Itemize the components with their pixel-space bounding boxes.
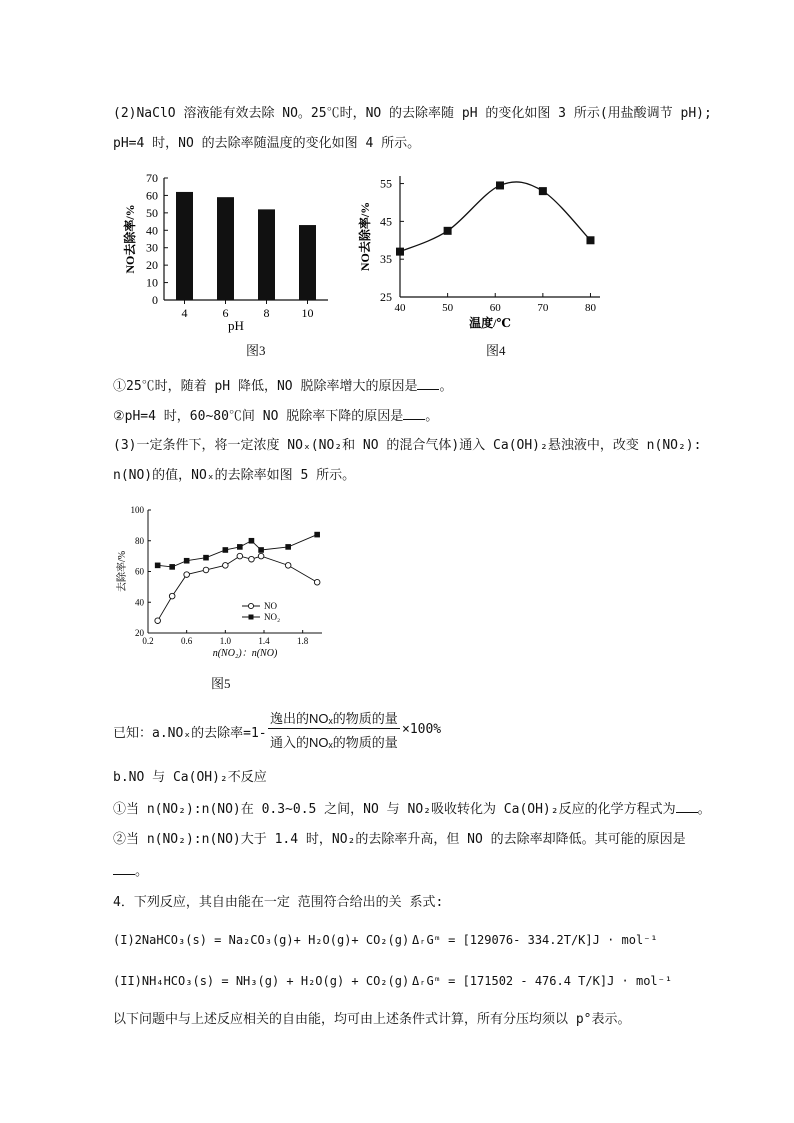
q2-sub1 <box>113 377 452 395</box>
formula-numerator: 逸出的NOₓ的物质的量 <box>270 711 398 726</box>
x-tick-label: 80 <box>584 302 596 314</box>
y-tick-label: 40 <box>135 597 144 608</box>
q2-sub1-end: 。 <box>439 379 453 394</box>
y-axis-label: NO去除率/% <box>123 204 137 274</box>
data-point <box>223 563 229 569</box>
data-point <box>586 236 594 244</box>
formula-denominator: 通入的NOₓ的物质的量 <box>270 735 398 750</box>
data-point <box>155 563 161 569</box>
formula-suffix: ×100% <box>402 722 442 737</box>
fraction-bar <box>268 728 400 729</box>
x-tick-label: 0.2 <box>142 636 154 646</box>
answer-blank[interactable] <box>403 407 425 420</box>
y-tick-label: 0 <box>152 293 158 307</box>
bar <box>258 209 275 300</box>
bar <box>299 225 316 300</box>
q3-sub1-end: 。 <box>697 802 711 817</box>
y-tick-label: 35 <box>380 252 392 267</box>
x-tick-label: 8 <box>263 306 270 320</box>
data-point <box>169 564 175 570</box>
x-axis-label: pH <box>228 318 244 333</box>
data-point <box>314 579 320 585</box>
x-tick-label: 4 <box>181 306 188 320</box>
data-point <box>258 553 264 559</box>
q2-sub2-end: 。 <box>425 409 439 424</box>
data-point <box>285 544 291 550</box>
answer-blank[interactable] <box>113 862 135 875</box>
data-point <box>169 593 175 599</box>
x-axis-label: n(NO₂)：n(NO) <box>212 648 278 659</box>
x-tick-label: 60 <box>489 302 501 314</box>
y-tick-label: 55 <box>380 176 392 191</box>
data-point <box>249 538 255 544</box>
answer-blank[interactable] <box>676 800 698 813</box>
y-tick-label: 20 <box>146 258 158 273</box>
figure-5-caption: 图5 <box>211 676 231 691</box>
bar <box>217 197 234 300</box>
bar <box>176 192 193 300</box>
data-point <box>223 547 229 553</box>
data-point <box>258 547 264 553</box>
data-point <box>539 187 547 195</box>
answer-blank[interactable] <box>417 377 439 390</box>
y-tick-label: 25 <box>380 290 392 304</box>
y-tick-label: 40 <box>146 223 158 238</box>
data-point <box>496 181 504 189</box>
data-point <box>396 248 404 256</box>
q3-line-1: (3)一定条件下，将一定浓度 NOₓ(NO₂和 NO 的混合气体)通入 Ca(OH)₂悬浊液中，改变 n(NO₂): <box>113 438 702 453</box>
series-line-circle <box>158 556 318 621</box>
x-tick-label: 70 <box>537 302 549 314</box>
legend-label: NO <box>264 601 277 611</box>
q3-sub2: ②当 n(NO₂):n(NO)大于 1.4 时，NO₂的去除率升高，但 NO 的去除率却降低。其可能的原因是 <box>113 832 686 847</box>
q2-sub2 <box>113 407 438 425</box>
formula-prefix: 已知：a.NOₓ的去除率=1- <box>113 726 267 741</box>
y-axis-label: 去除率/% <box>117 550 128 593</box>
figure-5-line-chart <box>112 502 332 662</box>
reaction-1-free-energy: ΔᵣGᵐ = [129076- 334.2T/K]J · mol⁻¹ <box>412 933 658 947</box>
q2-line-1: (2)NaClO 溶液能有效去除 NO。25℃时，NO 的去除率随 pH 的变化如图 3 所示(用盐酸调节 pH); <box>113 106 712 121</box>
q2-sub2-text: ②pH=4 时，60~80℃间 NO 脱除率下降的原因是 <box>113 409 404 424</box>
data-point <box>203 567 209 573</box>
y-tick-label: 100 <box>130 505 144 515</box>
data-point <box>314 532 320 538</box>
figure-4-line-chart <box>355 170 615 340</box>
q2-sub1-text: ①25℃时，随着 pH 降低，NO 脱除率增大的原因是 <box>113 379 418 394</box>
known-b: b.NO 与 Ca(OH)₂不反应 <box>113 770 267 785</box>
x-tick-label: 1.4 <box>258 636 270 646</box>
reaction-2: (II)NH₄HCO₃(s) = NH₃(g) + H₂O(g) + CO₂(g) <box>113 974 410 988</box>
x-tick-label: 10 <box>301 306 314 320</box>
x-tick-label: 50 <box>442 302 454 314</box>
y-tick-label: 45 <box>380 214 392 229</box>
q3-line-2: n(NO)的值，NOₓ的去除率如图 5 所示。 <box>113 468 356 483</box>
figure-4-caption: 图4 <box>486 343 506 358</box>
data-point <box>249 556 255 562</box>
legend-marker <box>248 603 253 608</box>
q4-note: 以下问题中与上述反应相关的自由能，均可由上述条件式计算，所有分压均须以 p°表示。 <box>113 1012 631 1027</box>
q3-sub2-tail <box>113 862 148 880</box>
x-tick-label: 6 <box>222 306 229 320</box>
figure-3-bar-chart <box>118 168 338 338</box>
y-tick-label: 60 <box>135 566 144 577</box>
data-point <box>237 553 243 559</box>
reaction-2-free-energy: ΔᵣGᵐ = [171502 - 476.4 T/K]J · mol⁻¹ <box>412 974 673 988</box>
y-tick-label: 30 <box>146 240 158 255</box>
y-tick-label: 10 <box>146 275 158 290</box>
q2-line-2: pH=4 时，NO 的去除率随温度的变化如图 4 所示。 <box>113 136 421 151</box>
data-point <box>155 618 161 624</box>
q3-sub2-end: 。 <box>135 864 149 879</box>
data-point <box>203 555 209 561</box>
x-tick-label: 1.8 <box>297 636 309 646</box>
legend-marker <box>249 615 254 620</box>
y-axis-label: NO去除率/% <box>358 201 372 272</box>
x-axis-label: 温度/℃ <box>469 316 511 330</box>
data-point <box>184 558 190 564</box>
data-point <box>285 563 291 569</box>
x-tick-label: 0.6 <box>181 636 193 646</box>
q3-sub1-text: ①当 n(NO₂):n(NO)在 0.3~0.5 之间，NO 与 NO₂吸收转化为 Ca(OH)₂反应的化学方程式为 <box>113 802 676 817</box>
temperature-curve <box>400 182 590 252</box>
y-tick-label: 20 <box>135 628 144 638</box>
q3-sub1 <box>113 800 711 818</box>
y-tick-label: 70 <box>146 171 158 185</box>
figure-3-caption: 图3 <box>246 343 266 358</box>
data-point <box>184 572 190 578</box>
data-point <box>444 227 452 235</box>
q4-title: 4．下列反应，其自由能在一定 范围符合给出的关 系式: <box>113 895 444 910</box>
x-tick-label: 40 <box>394 302 406 314</box>
y-tick-label: 50 <box>146 205 158 220</box>
series-line-square <box>158 535 318 567</box>
legend-label: NO₂ <box>264 612 281 622</box>
data-point <box>237 544 243 550</box>
y-tick-label: 80 <box>135 535 144 546</box>
y-tick-label: 60 <box>146 188 158 203</box>
reaction-1: (I)2NaHCO₃(s) = Na₂CO₃(g)+ H₂O(g)+ CO₂(g) <box>113 933 410 947</box>
x-tick-label: 1.0 <box>219 636 231 646</box>
